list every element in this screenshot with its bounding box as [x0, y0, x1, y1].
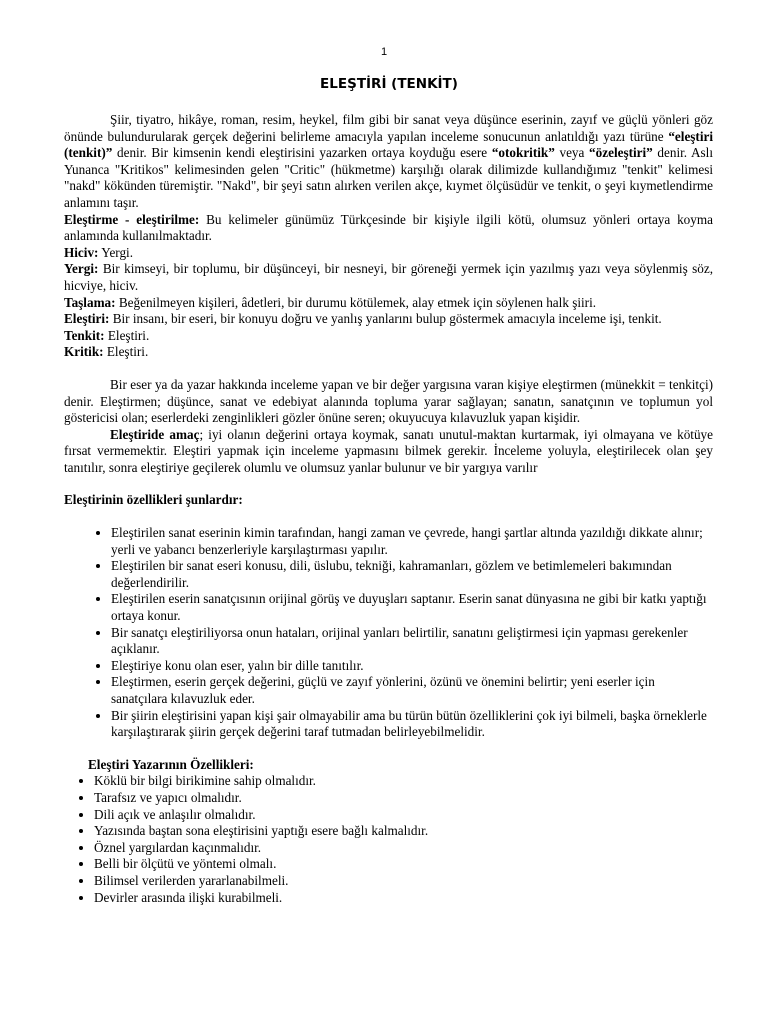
definition-item — [64, 261, 713, 294]
critic-paragraph: Bir eser ya da yazar hakkında inceleme yapan ve bir değer yargısına varan kişiye eleştirmen (münekkit = tenkitçi) denir. Eleştirmen; düşünce, sanat ve edebiyat alanında topluma yarar sağlayan; sanatın, sanatçının ve toplumun yol göstericisi olan; eserlerdeki zenginlikleri gözler önüne seren; okuyucuya kılavuzluk yapan kişidir. — [64, 376, 713, 426]
list-item: • Öznel yargılardan kaçınmalıdır. — [94, 840, 713, 857]
definition-term: Yergi: — [64, 261, 99, 277]
definition-term: Hiciv: — [64, 244, 99, 260]
list-item: • Eleştiriye konu olan eser, yalın bir dille tanıtılır. — [111, 658, 713, 675]
purpose-text: ; iyi olanın değerini ortaya koymak, sanatı unutul-maktan kurtarmak, iyi olmayana ve kötüye fırsat vermemektir. Eleştiri yapmak için inceleme yapmasını bilmek gerekir. İnceleme yoluyla, eleştirilecek olan şey tanıtılır, sonra eleştiriye geçilerek olumlu ve olumsuz yanlar bulunur ve bir yargıya varılır — [64, 426, 714, 475]
spacer — [64, 741, 713, 757]
definition-text: Beğenilmeyen kişileri, âdetleri, bir durumu kötülemek, alay etmek için söylenen halk şiiri. — [115, 294, 597, 310]
writer-heading: Eleştiri Yazarının Özellikleri: — [88, 756, 254, 772]
features-heading — [64, 492, 713, 509]
page-title: ELEŞTİRİ (TENKİT) — [320, 76, 458, 92]
intro-term-elestiri: “eleştiri (tenkit)” — [64, 128, 713, 161]
document-body — [64, 112, 713, 906]
list-item: • Tarafsız ve yapıcı olmalıdır. — [94, 790, 713, 807]
definition-item — [64, 245, 713, 262]
list-item: • Eleştirmen, eserin gerçek değerini, güçlü ve zayıf yönlerini, özünü ve önemini belirtir; yeni eserler için sanatçılara kılavuzluk eder. — [111, 674, 713, 707]
list-item: • Eleştirilen sanat eserinin kimin tarafından, hangi zaman ve çevrede, hangi şartlar altında yazıldığı dikkate alınır; yerli ve yabancı benzerleriyle karşılaştırması yapılır. — [111, 525, 713, 558]
definition-term: Tenkit: — [64, 327, 105, 343]
definition-item — [64, 295, 713, 312]
list-item: • Bilimsel verilerden yararlanabilmeli. — [94, 873, 713, 890]
list-item: • Belli bir ölçütü ve yöntemi olmalı. — [94, 856, 713, 873]
list-item: • Eleştirilen bir sanat eseri konusu, dili, üslubu, tekniği, kahramanları, gözlem ve betimlemeleri bakımından değerlendirilir. — [111, 558, 713, 591]
definition-item — [64, 344, 713, 361]
list-item: • Yazısında baştan sona eleştirisini yaptığı esere bağlı kalmalıdır. — [94, 823, 713, 840]
list-item: • Köklü bir bilgi birikimine sahip olmalıdır. — [94, 773, 713, 790]
definitions-list — [64, 212, 713, 361]
intro-text: denir. Bir kimsenin kendi eleştirisini yazarken ortaya koyduğu esere — [112, 145, 492, 161]
definition-term: Eleştiri: — [64, 311, 110, 327]
definition-item — [64, 311, 713, 328]
intro-paragraph — [64, 112, 713, 212]
intro-text: denir. Aslı Yunanca "Kritikos" kelimesinden gelen "Critic" (hükmetme) karşılığı olarak dilimizde kullandığımız "tenkit" kelimesi "nakd" kökünden türemiştir. "Nakd", bir şeyi satın alırken verilen akçe, kıymet ölçüsüdür ve tenkit, o şeyi kıymetlendirme anlamını taşır. — [64, 145, 713, 210]
purpose-paragraph — [64, 427, 713, 477]
intro-text: veya — [554, 145, 590, 161]
spacer — [64, 509, 713, 525]
intro-term-ozelestiri: “özeleştiri” — [589, 145, 653, 161]
list-item: • Devirler arasında ilişki kurabilmeli. — [94, 890, 713, 907]
intro-term-otokritik: “otokritik” — [491, 145, 555, 161]
definition-text: Eleştiri. — [103, 344, 149, 360]
list-item: • Bir şiirin eleştirisini yapan kişi şair olmayabilir ama bu türün bütün özelliklerini çok iyi bilmeli, başka örneklerle karşılaştırarak şiirin gerçek değerini taraf tutmadan belirleyebilmelidir. — [111, 708, 713, 741]
definition-term: Eleştirme - eleştirilme: — [64, 211, 200, 227]
definition-text: Eleştiri. — [104, 327, 150, 343]
intro-text: Şiir, tiyatro, hikâye, roman, resim, heykel, film gibi bir sanat veya düşünce eserinin, zayıf ve güçlü yönleri göz önünde bulundurularak gerçek değerini belirleme amacıyla yapılan inceleme sonucunun anlatıldığı yazı türüne — [64, 112, 713, 144]
writer-features-list — [64, 773, 713, 906]
definition-text: Yergi. — [98, 244, 134, 260]
definition-text: Bir insanı, bir eseri, bir konuyu doğru ve yanlış yanlarını bulup göstermek amacıyla inceleme işi, tenkit. — [109, 311, 662, 327]
purpose-term: Eleştiride amaç — [110, 426, 200, 442]
definition-text: Bir kimseyi, bir toplumu, bir düşünceyi, bir nesneyi, bir göreneği yermek için yazılmış yazı veya söylenmiş söz, hicviye, hiciv. — [64, 261, 713, 293]
definition-term: Taşlama: — [64, 294, 116, 310]
list-item: • Dili açık ve anlaşılır olmalıdır. — [94, 807, 713, 824]
list-item: • Eleştirilen eserin sanatçısının orijinal görüş ve duyuşları saptanır. Eserin sanat dünyasına ne gibi bir katkı yaptığı ortaya konur. — [111, 591, 713, 624]
features-heading-text: Eleştirinin özellikleri şunlardır: — [64, 492, 243, 508]
definition-item — [64, 328, 713, 345]
list-item: • Bir sanatçı eleştiriliyorsa onun hataları, orijinal yanları belirtilir, sanatını geliştirmesi için yapması gerekenler açıklanır. — [111, 625, 713, 658]
page-number: 1 — [380, 46, 388, 58]
features-list — [64, 525, 713, 741]
definition-item — [64, 212, 713, 245]
spacer — [64, 476, 713, 492]
definition-text: Bu kelimeler günümüz Türkçesinde bir kişiyle ilgili kötü, olumsuz yönleri ortaya koyma anlamında kullanılmaktadır. — [64, 211, 713, 244]
spacer — [64, 361, 713, 377]
definition-term: Kritik: — [64, 344, 104, 360]
